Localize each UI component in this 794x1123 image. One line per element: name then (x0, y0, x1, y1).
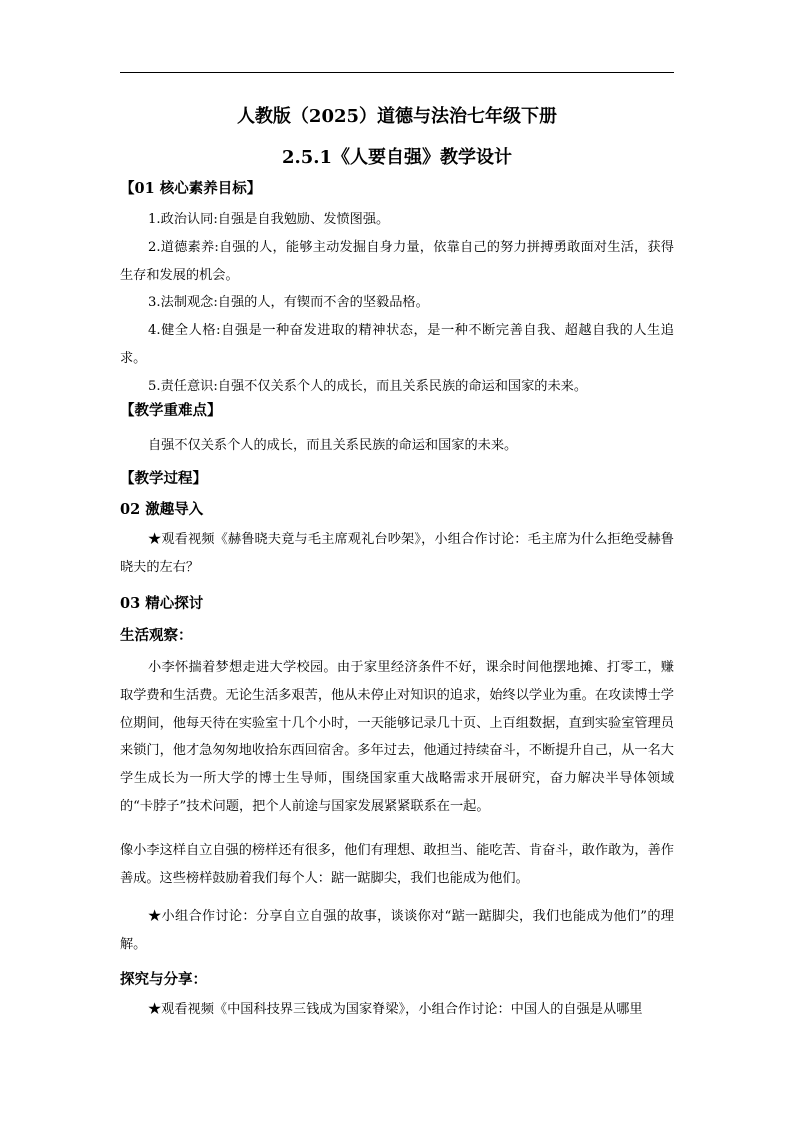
life-observation-heading: 生活观察： (120, 627, 193, 644)
key-points-heading: 【教学重难点】 (120, 402, 222, 419)
intro-heading: 02 激趣导入 (120, 501, 204, 518)
goal-item-2: 2.道德素养:自强的人，能够主动发掘自身力量，依靠自己的努力拼搏勇敢面对生活，获得生存和发展的机会。 (120, 239, 674, 283)
document-title: 人教版（2025）道德与法治七年级下册 (236, 106, 558, 127)
goal-item-1: 1.政治认同:自强是自我勉励、发愤图强。 (148, 212, 390, 227)
goal-item-5: 5.责任意识:自强不仅关系个人的成长，而且关系民族的命运和国家的未来。 (148, 378, 588, 394)
process-heading: 【教学过程】 (120, 470, 207, 487)
explore-share-heading: 探究与分享： (120, 971, 207, 988)
header-rule (120, 72, 674, 73)
explore-heading: 03 精心探讨 (120, 595, 204, 612)
core-goals-heading: 【01 核心素养目标】 (120, 180, 262, 197)
key-points-text: 自强不仅关系个人的成长，而且关系民族的命运和国家的未来。 (148, 438, 518, 453)
life-observation-text: 小李怀揣着梦想走进大学校园。由于家里经济条件不好，课余时间他摆地摊、打零工，赚取学费和生活费。无论生活多艰苦，他从未停止对知识的追求，始终以学业为重。在攻读博士学位期间，他每天待在实验室十几个小时，一天能够记录几十页、上百组数据，直到实验室管理员来锁门，他才急匆匆地收拾东西回宿舍。多年过去，他通过持续奋斗，不断提升自己，从一名大学生成长为一所大学的博士生导师，围绕国家重大战略需求开展研究，奋力解决半导体领域的“卡脖子”技术问题，把个人前途与国家发展紧紧联系在一起。 (120, 660, 674, 814)
document-subtitle: 2.5.1《人要自强》教学设计 (281, 147, 513, 168)
goal-item-3: 3.法制观念:自强的人，有锲而不舍的坚毅品格。 (148, 295, 429, 311)
intro-text: ★观看视频《赫鲁晓夫竟与毛主席观礼台吵架》，小组合作讨论：毛主席为什么拒绝受赫鲁晓夫的左右？ (120, 532, 674, 575)
group-discussion-text: ★小组合作讨论：分享自立自强的故事，谈谈你对“踮一踮脚尖，我们也能成为他们”的理解。 (120, 909, 674, 952)
explore-share-text: ★观看视频《中国科技界三钱成为国家脊梁》，小组合作讨论：中国人的自强是从哪里 (148, 1002, 643, 1017)
goals-list (120, 206, 674, 401)
role-model-text: 像小李这样自立自强的榜样还有很多，他们有理想、敢担当、能吃苦、肯奋斗，敢作敢为，善作善成。这些榜样鼓励着我们每个人：踮一踮脚尖，我们也能成为他们。 (120, 843, 674, 886)
goal-item-4: 4.健全人格:自强是一种奋发进取的精神状态，是一种不断完善自我、超越自我的人生追求。 (120, 323, 674, 366)
